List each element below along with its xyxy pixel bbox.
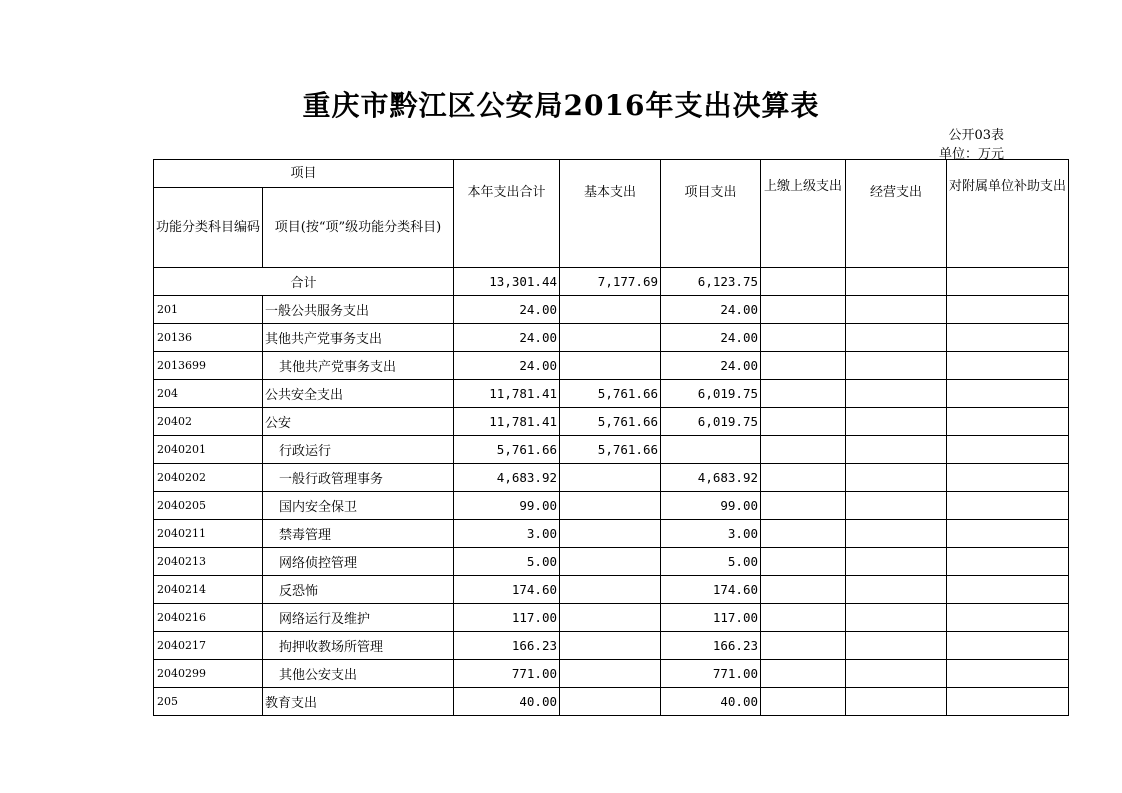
row-name: 拘押收教场所管理 <box>263 632 454 660</box>
row-total: 99.00 <box>454 492 560 520</box>
empty-cell <box>761 352 846 380</box>
row-code: 201 <box>154 296 263 324</box>
row-name: 公安 <box>263 408 454 436</box>
empty-cell <box>947 520 1069 548</box>
row-project <box>661 436 761 464</box>
empty-cell <box>947 548 1069 576</box>
row-total: 11,781.41 <box>454 408 560 436</box>
empty-cell <box>761 632 846 660</box>
empty-cell <box>947 492 1069 520</box>
row-total: 40.00 <box>454 688 560 716</box>
row-name: 其他共产党事务支出 <box>263 324 454 352</box>
table-row <box>154 352 1069 380</box>
row-project: 6,019.75 <box>661 380 761 408</box>
header-name: 项目(按“项”级功能分类科目) <box>263 188 454 268</box>
row-project: 6,019.75 <box>661 408 761 436</box>
empty-cell <box>846 324 947 352</box>
empty-cell <box>761 688 846 716</box>
total-amount: 13,301.44 <box>454 268 560 296</box>
total-project: 6,123.75 <box>661 268 761 296</box>
empty-cell <box>846 604 947 632</box>
row-code: 204 <box>154 380 263 408</box>
empty-cell <box>761 520 846 548</box>
empty-cell <box>947 352 1069 380</box>
empty-cell <box>846 380 947 408</box>
row-basic <box>560 296 661 324</box>
row-code: 2040211 <box>154 520 263 548</box>
empty-cell <box>947 576 1069 604</box>
row-basic: 5,761.66 <box>560 380 661 408</box>
total-row <box>154 268 1069 296</box>
row-project: 3.00 <box>661 520 761 548</box>
row-project: 40.00 <box>661 688 761 716</box>
empty-cell <box>947 660 1069 688</box>
row-project: 771.00 <box>661 660 761 688</box>
table-row <box>154 436 1069 464</box>
empty-cell <box>761 296 846 324</box>
empty-cell <box>947 688 1069 716</box>
table-row <box>154 464 1069 492</box>
row-total: 24.00 <box>454 324 560 352</box>
empty-cell <box>846 660 947 688</box>
empty-cell <box>947 408 1069 436</box>
header-project: 项目支出 <box>661 160 761 268</box>
header-code: 功能分类科目编码 <box>154 188 263 268</box>
empty-cell <box>846 436 947 464</box>
header-total: 本年支出合计 <box>454 160 560 268</box>
empty-cell <box>761 492 846 520</box>
table-row <box>154 492 1069 520</box>
empty-cell <box>846 296 947 324</box>
row-code: 2040205 <box>154 492 263 520</box>
row-name: 一般公共服务支出 <box>263 296 454 324</box>
unit-label: 单位：万元 <box>938 147 1004 162</box>
row-name: 其他共产党事务支出 <box>263 352 454 380</box>
row-project: 117.00 <box>661 604 761 632</box>
table-row <box>154 632 1069 660</box>
row-code: 2040213 <box>154 548 263 576</box>
row-basic: 5,761.66 <box>560 408 661 436</box>
empty-cell <box>846 492 947 520</box>
row-code: 2040299 <box>154 660 263 688</box>
row-basic <box>560 464 661 492</box>
empty-cell <box>947 632 1069 660</box>
header-business: 经营支出 <box>846 160 947 268</box>
row-total: 24.00 <box>454 352 560 380</box>
empty-cell <box>846 464 947 492</box>
row-project: 5.00 <box>661 548 761 576</box>
row-name: 国内安全保卫 <box>263 492 454 520</box>
row-total: 174.60 <box>454 576 560 604</box>
row-code: 2040214 <box>154 576 263 604</box>
empty-cell <box>846 632 947 660</box>
empty-cell <box>761 324 846 352</box>
expenditure-table <box>153 159 1069 716</box>
row-basic <box>560 548 661 576</box>
empty-cell <box>761 660 846 688</box>
empty-cell <box>947 268 1069 296</box>
row-name: 一般行政管理事务 <box>263 464 454 492</box>
total-label: 合计 <box>154 268 454 296</box>
row-total: 5.00 <box>454 548 560 576</box>
row-total: 4,683.92 <box>454 464 560 492</box>
table-row <box>154 576 1069 604</box>
row-basic <box>560 632 661 660</box>
row-basic <box>560 492 661 520</box>
row-name: 教育支出 <box>263 688 454 716</box>
row-basic <box>560 660 661 688</box>
row-name: 公共安全支出 <box>263 380 454 408</box>
row-name: 反恐怖 <box>263 576 454 604</box>
table-row <box>154 408 1069 436</box>
row-basic <box>560 324 661 352</box>
table-row <box>154 520 1069 548</box>
row-project: 24.00 <box>661 352 761 380</box>
row-total: 3.00 <box>454 520 560 548</box>
table-row <box>154 660 1069 688</box>
empty-cell <box>947 604 1069 632</box>
table-row <box>154 548 1069 576</box>
table-row <box>154 688 1069 716</box>
row-basic <box>560 520 661 548</box>
empty-cell <box>761 464 846 492</box>
empty-cell <box>846 548 947 576</box>
row-project: 174.60 <box>661 576 761 604</box>
empty-cell <box>947 296 1069 324</box>
row-project: 166.23 <box>661 632 761 660</box>
empty-cell <box>947 380 1069 408</box>
header-remit: 上缴上级支出 <box>761 160 846 268</box>
form-number: 公开03表 <box>948 128 1004 143</box>
empty-cell <box>846 408 947 436</box>
row-name: 其他公安支出 <box>263 660 454 688</box>
row-project: 24.00 <box>661 296 761 324</box>
empty-cell <box>761 548 846 576</box>
row-name: 禁毒管理 <box>263 520 454 548</box>
table-row <box>154 604 1069 632</box>
row-name: 网络运行及维护 <box>263 604 454 632</box>
table-row <box>154 324 1069 352</box>
row-basic: 5,761.66 <box>560 436 661 464</box>
row-total: 117.00 <box>454 604 560 632</box>
table-row <box>154 296 1069 324</box>
row-basic <box>560 688 661 716</box>
row-code: 205 <box>154 688 263 716</box>
page-title: 重庆市黔江区公安局2016年支出决算表 <box>302 89 820 122</box>
empty-cell <box>846 268 947 296</box>
row-total: 5,761.66 <box>454 436 560 464</box>
empty-cell <box>947 464 1069 492</box>
row-code: 2040217 <box>154 632 263 660</box>
row-basic <box>560 352 661 380</box>
empty-cell <box>761 436 846 464</box>
row-total: 771.00 <box>454 660 560 688</box>
row-project: 24.00 <box>661 324 761 352</box>
table-row <box>154 380 1069 408</box>
row-code: 2040202 <box>154 464 263 492</box>
empty-cell <box>947 324 1069 352</box>
row-code: 20136 <box>154 324 263 352</box>
empty-cell <box>846 688 947 716</box>
header-basic: 基本支出 <box>560 160 661 268</box>
header-subsidy: 对附属单位补助支出 <box>947 160 1069 268</box>
empty-cell <box>846 352 947 380</box>
empty-cell <box>761 576 846 604</box>
row-code: 2040201 <box>154 436 263 464</box>
row-code: 20402 <box>154 408 263 436</box>
row-project: 99.00 <box>661 492 761 520</box>
empty-cell <box>947 436 1069 464</box>
row-total: 166.23 <box>454 632 560 660</box>
empty-cell <box>761 604 846 632</box>
row-total: 24.00 <box>454 296 560 324</box>
row-name: 行政运行 <box>263 436 454 464</box>
row-name: 网络侦控管理 <box>263 548 454 576</box>
row-code: 2013699 <box>154 352 263 380</box>
row-total: 11,781.41 <box>454 380 560 408</box>
row-project: 4,683.92 <box>661 464 761 492</box>
empty-cell <box>846 576 947 604</box>
empty-cell <box>846 520 947 548</box>
empty-cell <box>761 380 846 408</box>
header-item-group: 项目 <box>154 160 454 188</box>
row-code: 2040216 <box>154 604 263 632</box>
row-basic <box>560 604 661 632</box>
empty-cell <box>761 268 846 296</box>
empty-cell <box>761 408 846 436</box>
total-basic: 7,177.69 <box>560 268 661 296</box>
row-basic <box>560 576 661 604</box>
